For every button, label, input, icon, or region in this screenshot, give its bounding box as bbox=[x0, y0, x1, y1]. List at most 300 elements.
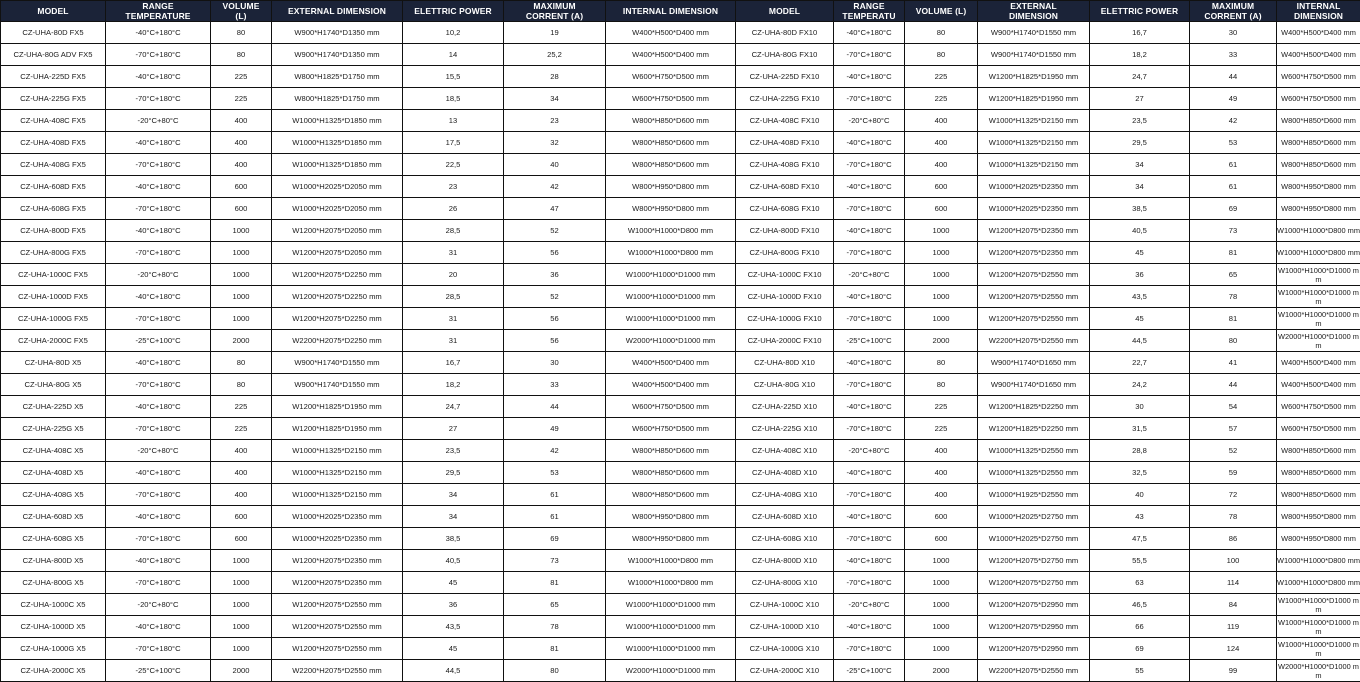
table-cell: -40°C+180°C bbox=[106, 132, 211, 154]
column-header-line: CORRENT (A) bbox=[1191, 11, 1275, 21]
table-cell: W1000*H1000*D1000 mm bbox=[1277, 616, 1360, 638]
table-cell: W900*H1740*D1350 mm bbox=[272, 22, 403, 44]
column-header bbox=[1, 1, 106, 22]
table-cell: CZ-UHA-800D X5 bbox=[1, 550, 106, 572]
table-cell: 22,7 bbox=[1090, 352, 1190, 374]
table-cell: 44 bbox=[1190, 66, 1277, 88]
column-header bbox=[905, 1, 978, 22]
table-cell: CZ-UHA-225D X5 bbox=[1, 396, 106, 418]
table-cell: CZ-UHA-80G X10 bbox=[736, 374, 834, 396]
table-cell: -40°C+180°C bbox=[106, 550, 211, 572]
table-cell: 600 bbox=[211, 198, 272, 220]
table-cell: -20°C+80°C bbox=[106, 440, 211, 462]
table-cell: W1200*H2075*D2750 mm bbox=[978, 550, 1090, 572]
table-cell: CZ-UHA-408C X10 bbox=[736, 440, 834, 462]
table-cell: W1200*H2075*D2550 mm bbox=[978, 286, 1090, 308]
table-cell: 23,5 bbox=[1090, 110, 1190, 132]
table-cell: 225 bbox=[211, 418, 272, 440]
table-cell: CZ-UHA-80G ADV FX5 bbox=[1, 44, 106, 66]
table-cell: 34 bbox=[403, 484, 504, 506]
table-cell: 600 bbox=[211, 506, 272, 528]
table-cell: 69 bbox=[1190, 198, 1277, 220]
table-cell: W400*H500*D400 mm bbox=[606, 374, 736, 396]
table-cell: W1200*H1825*D1950 mm bbox=[978, 66, 1090, 88]
column-header bbox=[1190, 1, 1277, 22]
table-cell: CZ-UHA-225G FX5 bbox=[1, 88, 106, 110]
table-row bbox=[1, 506, 1360, 528]
table-cell: 44,5 bbox=[403, 660, 504, 682]
table-cell: 23 bbox=[403, 176, 504, 198]
table-cell: W800*H850*D600 mm bbox=[606, 440, 736, 462]
table-cell: 53 bbox=[1190, 132, 1277, 154]
table-cell: CZ-UHA-225D X10 bbox=[736, 396, 834, 418]
table-cell: 81 bbox=[504, 572, 606, 594]
table-cell: 43,5 bbox=[1090, 286, 1190, 308]
table-cell: 400 bbox=[905, 484, 978, 506]
table-cell: W1000*H1325*D1850 mm bbox=[272, 110, 403, 132]
table-cell: -70°C+180°C bbox=[834, 44, 905, 66]
table-cell: -70°C+180°C bbox=[106, 528, 211, 550]
table-cell: W400*H500*D400 mm bbox=[1277, 374, 1360, 396]
table-cell: 55 bbox=[1090, 660, 1190, 682]
table-cell: -20°C+80°C bbox=[834, 440, 905, 462]
table-cell: -70°C+180°C bbox=[834, 154, 905, 176]
table-cell: W2000*H1000*D1000 mm bbox=[606, 330, 736, 352]
table-cell: W1000*H1000*D800 mm bbox=[1277, 572, 1360, 594]
column-header-line: INTERNAL DIMENSION bbox=[607, 6, 734, 16]
table-cell: 225 bbox=[905, 66, 978, 88]
table-row bbox=[1, 308, 1360, 330]
table-cell: 1000 bbox=[211, 220, 272, 242]
table-cell: CZ-UHA-608G FX5 bbox=[1, 198, 106, 220]
table-cell: -40°C+180°C bbox=[834, 462, 905, 484]
table-cell: W1200*H2075*D2750 mm bbox=[978, 572, 1090, 594]
table-cell: 32,5 bbox=[1090, 462, 1190, 484]
table-cell: -40°C+180°C bbox=[834, 396, 905, 418]
table-cell: 18,2 bbox=[1090, 44, 1190, 66]
table-cell: -70°C+180°C bbox=[834, 308, 905, 330]
table-cell: W600*H750*D500 mm bbox=[1277, 88, 1360, 110]
table-cell: -40°C+180°C bbox=[834, 286, 905, 308]
table-cell: 400 bbox=[211, 484, 272, 506]
table-cell: 49 bbox=[504, 418, 606, 440]
table-cell: 20 bbox=[403, 264, 504, 286]
table-cell: W400*H500*D400 mm bbox=[1277, 352, 1360, 374]
table-cell: W1200*H2075*D2250 mm bbox=[272, 308, 403, 330]
table-cell: 61 bbox=[504, 506, 606, 528]
table-cell: 73 bbox=[1190, 220, 1277, 242]
table-cell: W1200*H1825*D1950 mm bbox=[272, 396, 403, 418]
table-cell: 65 bbox=[1190, 264, 1277, 286]
table-cell: -40°C+180°C bbox=[834, 176, 905, 198]
table-cell: CZ-UHA-408G FX10 bbox=[736, 154, 834, 176]
table-cell: 46,5 bbox=[1090, 594, 1190, 616]
table-cell: -20°C+80°C bbox=[106, 264, 211, 286]
table-cell: CZ-UHA-800D FX10 bbox=[736, 220, 834, 242]
table-cell: 26 bbox=[403, 198, 504, 220]
column-header-line: RANGE bbox=[835, 1, 903, 11]
table-row bbox=[1, 396, 1360, 418]
table-cell: W800*H950*D800 mm bbox=[1277, 198, 1360, 220]
table-cell: 86 bbox=[1190, 528, 1277, 550]
table-cell: -40°C+180°C bbox=[834, 506, 905, 528]
table-cell: -40°C+180°C bbox=[834, 550, 905, 572]
table-cell: W1000*H1000*D800 mm bbox=[606, 220, 736, 242]
table-cell: W1000*H1325*D2150 mm bbox=[272, 462, 403, 484]
table-cell: W1200*H2075*D2350 mm bbox=[272, 550, 403, 572]
table-cell: CZ-UHA-608G FX10 bbox=[736, 198, 834, 220]
table-cell: 59 bbox=[1190, 462, 1277, 484]
table-cell: 81 bbox=[1190, 242, 1277, 264]
table-cell: 19 bbox=[504, 22, 606, 44]
table-cell: -70°C+180°C bbox=[106, 154, 211, 176]
table-cell: 44,5 bbox=[1090, 330, 1190, 352]
table-cell: 61 bbox=[1190, 154, 1277, 176]
table-cell: W1200*H2075*D2050 mm bbox=[272, 220, 403, 242]
table-cell: W600*H750*D500 mm bbox=[606, 66, 736, 88]
table-cell: CZ-UHA-800G FX5 bbox=[1, 242, 106, 264]
table-cell: 40,5 bbox=[403, 550, 504, 572]
table-cell: CZ-UHA-2000C FX10 bbox=[736, 330, 834, 352]
table-cell: -70°C+180°C bbox=[106, 44, 211, 66]
table-cell: CZ-UHA-608D X5 bbox=[1, 506, 106, 528]
table-cell: W1000*H1000*D800 mm bbox=[606, 572, 736, 594]
table-cell: W1000*H1000*D1000 mm bbox=[606, 308, 736, 330]
table-cell: W900*H1740*D1550 mm bbox=[978, 22, 1090, 44]
table-cell: 52 bbox=[504, 220, 606, 242]
table-row bbox=[1, 462, 1360, 484]
table-cell: CZ-UHA-1000C FX5 bbox=[1, 264, 106, 286]
table-cell: CZ-UHA-2000C X5 bbox=[1, 660, 106, 682]
table-cell: 41 bbox=[1190, 352, 1277, 374]
table-cell: -70°C+180°C bbox=[106, 308, 211, 330]
table-row bbox=[1, 220, 1360, 242]
table-cell: CZ-UHA-225D FX5 bbox=[1, 66, 106, 88]
table-cell: -70°C+180°C bbox=[106, 374, 211, 396]
table-cell: 43,5 bbox=[403, 616, 504, 638]
table-cell: 400 bbox=[211, 132, 272, 154]
table-body bbox=[1, 22, 1360, 682]
table-cell: CZ-UHA-80D FX5 bbox=[1, 22, 106, 44]
table-cell: W1000*H2025*D2350 mm bbox=[272, 506, 403, 528]
table-row bbox=[1, 286, 1360, 308]
table-cell: W800*H850*D600 mm bbox=[606, 484, 736, 506]
table-cell: 1000 bbox=[211, 638, 272, 660]
table-row bbox=[1, 352, 1360, 374]
table-cell: 27 bbox=[403, 418, 504, 440]
table-cell: 400 bbox=[905, 462, 978, 484]
table-cell: W1200*H2075*D2550 mm bbox=[978, 308, 1090, 330]
table-cell: -70°C+180°C bbox=[106, 484, 211, 506]
table-row bbox=[1, 660, 1360, 682]
table-cell: 65 bbox=[504, 594, 606, 616]
table-cell: CZ-UHA-1000D FX10 bbox=[736, 286, 834, 308]
column-header bbox=[272, 1, 403, 22]
table-cell: CZ-UHA-225G X5 bbox=[1, 418, 106, 440]
table-cell: CZ-UHA-408G X5 bbox=[1, 484, 106, 506]
table-cell: 28,5 bbox=[403, 286, 504, 308]
table-cell: -40°C+180°C bbox=[834, 132, 905, 154]
table-row bbox=[1, 484, 1360, 506]
table-cell: 55,5 bbox=[1090, 550, 1190, 572]
table-cell: 24,2 bbox=[1090, 374, 1190, 396]
table-cell: CZ-UHA-800G FX10 bbox=[736, 242, 834, 264]
table-row bbox=[1, 374, 1360, 396]
table-cell: -40°C+180°C bbox=[834, 66, 905, 88]
table-cell: W800*H850*D600 mm bbox=[606, 462, 736, 484]
table-cell: W1000*H1000*D1000 mm bbox=[1277, 638, 1360, 660]
table-cell: -70°C+180°C bbox=[834, 374, 905, 396]
table-cell: 16,7 bbox=[1090, 22, 1190, 44]
table-cell: W800*H850*D600 mm bbox=[606, 110, 736, 132]
table-cell: CZ-UHA-80D X10 bbox=[736, 352, 834, 374]
table-row bbox=[1, 132, 1360, 154]
table-cell: CZ-UHA-80D X5 bbox=[1, 352, 106, 374]
table-cell: CZ-UHA-225G FX10 bbox=[736, 88, 834, 110]
table-cell: CZ-UHA-800G X5 bbox=[1, 572, 106, 594]
table-cell: W1200*H2075*D2050 mm bbox=[272, 242, 403, 264]
table-row bbox=[1, 242, 1360, 264]
table-cell: 24,7 bbox=[1090, 66, 1190, 88]
table-cell: CZ-UHA-1000C X10 bbox=[736, 594, 834, 616]
table-row bbox=[1, 44, 1360, 66]
table-cell: 40 bbox=[504, 154, 606, 176]
column-header bbox=[106, 1, 211, 22]
table-cell: 42 bbox=[504, 176, 606, 198]
table-cell: 40 bbox=[1090, 484, 1190, 506]
table-cell: 47 bbox=[504, 198, 606, 220]
table-cell: 400 bbox=[905, 440, 978, 462]
table-cell: 14 bbox=[403, 44, 504, 66]
table-row bbox=[1, 264, 1360, 286]
table-cell: W1200*H1825*D2250 mm bbox=[978, 396, 1090, 418]
column-header bbox=[978, 1, 1090, 22]
table-cell: -70°C+180°C bbox=[834, 572, 905, 594]
table-cell: 600 bbox=[211, 528, 272, 550]
table-cell: 80 bbox=[504, 660, 606, 682]
table-cell: 30 bbox=[1090, 396, 1190, 418]
table-cell: CZ-UHA-1000C X5 bbox=[1, 594, 106, 616]
table-cell: 29,5 bbox=[1090, 132, 1190, 154]
table-cell: W800*H950*D800 mm bbox=[1277, 506, 1360, 528]
table-cell: 28 bbox=[504, 66, 606, 88]
table-cell: W600*H750*D500 mm bbox=[1277, 418, 1360, 440]
table-cell: 49 bbox=[1190, 88, 1277, 110]
table-cell: W600*H750*D500 mm bbox=[606, 88, 736, 110]
table-cell: 225 bbox=[905, 396, 978, 418]
table-cell: CZ-UHA-80G X5 bbox=[1, 374, 106, 396]
table-cell: CZ-UHA-408C FX5 bbox=[1, 110, 106, 132]
table-cell: 17,5 bbox=[403, 132, 504, 154]
table-cell: -70°C+180°C bbox=[106, 242, 211, 264]
table-cell: 33 bbox=[504, 374, 606, 396]
table-cell: CZ-UHA-408D FX10 bbox=[736, 132, 834, 154]
table-cell: 30 bbox=[1190, 22, 1277, 44]
table-cell: 45 bbox=[1090, 242, 1190, 264]
table-cell: W600*H750*D500 mm bbox=[1277, 66, 1360, 88]
table-cell: 16,7 bbox=[403, 352, 504, 374]
table-cell: W400*H500*D400 mm bbox=[606, 352, 736, 374]
table-cell: W1000*H1000*D1000 mm bbox=[606, 594, 736, 616]
table-cell: W1000*H1325*D2550 mm bbox=[978, 462, 1090, 484]
table-cell: 32 bbox=[504, 132, 606, 154]
table-cell: 54 bbox=[1190, 396, 1277, 418]
table-cell: W800*H850*D600 mm bbox=[1277, 440, 1360, 462]
table-cell: W1200*H2075*D2350 mm bbox=[272, 572, 403, 594]
table-cell: 42 bbox=[504, 440, 606, 462]
table-row bbox=[1, 110, 1360, 132]
table-cell: 57 bbox=[1190, 418, 1277, 440]
table-cell: -20°C+80°C bbox=[834, 110, 905, 132]
table-cell: CZ-UHA-1000G X10 bbox=[736, 638, 834, 660]
table-cell: CZ-UHA-1000G FX10 bbox=[736, 308, 834, 330]
table-cell: 400 bbox=[211, 440, 272, 462]
column-header-line: INTERNAL bbox=[1278, 1, 1359, 11]
table-cell: 47,5 bbox=[1090, 528, 1190, 550]
table-cell: CZ-UHA-1000D X10 bbox=[736, 616, 834, 638]
table-cell: CZ-UHA-408D FX5 bbox=[1, 132, 106, 154]
table-cell: -70°C+180°C bbox=[106, 638, 211, 660]
table-cell: 52 bbox=[504, 286, 606, 308]
column-header-line: MAXIMUM bbox=[505, 1, 604, 11]
table-cell: 69 bbox=[504, 528, 606, 550]
table-cell: CZ-UHA-608G X5 bbox=[1, 528, 106, 550]
table-cell: W1000*H2025*D2050 mm bbox=[272, 176, 403, 198]
table-cell: W900*H1740*D1350 mm bbox=[272, 44, 403, 66]
table-cell: CZ-UHA-800G X10 bbox=[736, 572, 834, 594]
table-cell: W800*H950*D800 mm bbox=[606, 528, 736, 550]
table-cell: CZ-UHA-2000C X10 bbox=[736, 660, 834, 682]
table-cell: W400*H500*D400 mm bbox=[1277, 44, 1360, 66]
table-cell: 28,5 bbox=[403, 220, 504, 242]
table-cell: W1000*H1325*D1850 mm bbox=[272, 154, 403, 176]
table-cell: -70°C+180°C bbox=[106, 418, 211, 440]
column-header-line: CORRENT (A) bbox=[505, 11, 604, 21]
table-cell: W1200*H2075*D2950 mm bbox=[978, 616, 1090, 638]
table-cell: -40°C+180°C bbox=[106, 462, 211, 484]
table-cell: W1000*H1000*D800 mm bbox=[1277, 220, 1360, 242]
table-cell: CZ-UHA-1000C FX10 bbox=[736, 264, 834, 286]
table-cell: -70°C+180°C bbox=[834, 528, 905, 550]
column-header-line: ELETTRIC POWER bbox=[404, 6, 502, 16]
table-cell: 56 bbox=[504, 330, 606, 352]
table-cell: W1200*H1825*D2250 mm bbox=[978, 418, 1090, 440]
table-cell: W1000*H1325*D2550 mm bbox=[978, 440, 1090, 462]
table-cell: W1000*H1000*D1000 mm bbox=[1277, 594, 1360, 616]
table-cell: 1000 bbox=[211, 550, 272, 572]
table-cell: W900*H1740*D1650 mm bbox=[978, 374, 1090, 396]
table-cell: CZ-UHA-2000C FX5 bbox=[1, 330, 106, 352]
column-header-line: MODEL bbox=[2, 6, 104, 16]
table-cell: W1000*H1325*D2150 mm bbox=[272, 484, 403, 506]
table-cell: 1000 bbox=[211, 594, 272, 616]
table-cell: W1000*H1000*D800 mm bbox=[1277, 242, 1360, 264]
table-cell: 44 bbox=[504, 396, 606, 418]
table-cell: W2200*H2075*D2550 mm bbox=[272, 660, 403, 682]
table-cell: 23,5 bbox=[403, 440, 504, 462]
table-cell: 42 bbox=[1190, 110, 1277, 132]
table-cell: 1000 bbox=[211, 286, 272, 308]
table-cell: W600*H750*D500 mm bbox=[1277, 396, 1360, 418]
table-cell: CZ-UHA-1000D FX5 bbox=[1, 286, 106, 308]
table-cell: CZ-UHA-800D FX5 bbox=[1, 220, 106, 242]
table-cell: W1200*H2075*D2350 mm bbox=[978, 220, 1090, 242]
table-cell: W1000*H1000*D800 mm bbox=[1277, 550, 1360, 572]
table-cell: W2000*H1000*D1000 mm bbox=[606, 660, 736, 682]
table-cell: W1000*H2025*D2750 mm bbox=[978, 528, 1090, 550]
table-cell: W800*H1825*D1750 mm bbox=[272, 88, 403, 110]
column-header-line: DIMENSION bbox=[979, 11, 1088, 21]
table-cell: 225 bbox=[211, 396, 272, 418]
column-header bbox=[1277, 1, 1360, 22]
table-cell: 27 bbox=[1090, 88, 1190, 110]
table-cell: CZ-UHA-408C FX10 bbox=[736, 110, 834, 132]
table-row bbox=[1, 22, 1360, 44]
column-header-line: VOLUME bbox=[212, 1, 270, 11]
table-cell: W2200*H2075*D2550 mm bbox=[978, 330, 1090, 352]
table-cell: W1200*H2075*D2250 mm bbox=[272, 264, 403, 286]
table-cell: 28,8 bbox=[1090, 440, 1190, 462]
table-cell: 1000 bbox=[905, 638, 978, 660]
table-cell: 400 bbox=[905, 132, 978, 154]
table-cell: W2000*H1000*D1000 mm bbox=[1277, 330, 1360, 352]
table-cell: 36 bbox=[504, 264, 606, 286]
table-cell: W1000*H2025*D2350 mm bbox=[272, 528, 403, 550]
table-cell: 73 bbox=[504, 550, 606, 572]
table-row bbox=[1, 154, 1360, 176]
column-header-line: VOLUME (L) bbox=[906, 6, 976, 16]
table-cell: W800*H950*D800 mm bbox=[1277, 176, 1360, 198]
table-cell: W1200*H2075*D2250 mm bbox=[272, 286, 403, 308]
table-cell: W1200*H1825*D1950 mm bbox=[272, 418, 403, 440]
table-row bbox=[1, 638, 1360, 660]
table-row bbox=[1, 418, 1360, 440]
table-cell: 78 bbox=[1190, 286, 1277, 308]
table-cell: W1000*H1000*D800 mm bbox=[606, 550, 736, 572]
table-cell: -70°C+180°C bbox=[834, 484, 905, 506]
table-cell: CZ-UHA-608D FX5 bbox=[1, 176, 106, 198]
table-cell: -20°C+80°C bbox=[106, 594, 211, 616]
table-cell: -40°C+180°C bbox=[834, 22, 905, 44]
table-cell: W2200*H2075*D2250 mm bbox=[272, 330, 403, 352]
table-cell: CZ-UHA-408G FX5 bbox=[1, 154, 106, 176]
table-cell: 45 bbox=[1090, 308, 1190, 330]
table-cell: -20°C+80°C bbox=[834, 264, 905, 286]
table-cell: CZ-UHA-800D X10 bbox=[736, 550, 834, 572]
table-cell: 225 bbox=[905, 418, 978, 440]
table-cell: 80 bbox=[1190, 330, 1277, 352]
table-cell: 31 bbox=[403, 242, 504, 264]
table-cell: 34 bbox=[504, 88, 606, 110]
table-cell: 2000 bbox=[211, 660, 272, 682]
table-cell: W1000*H1325*D1850 mm bbox=[272, 132, 403, 154]
column-header-line: EXTERNAL DIMENSION bbox=[273, 6, 401, 16]
table-cell: -25°C+100°C bbox=[106, 660, 211, 682]
table-cell: 1000 bbox=[905, 308, 978, 330]
table-cell: 24,7 bbox=[403, 396, 504, 418]
table-cell: 38,5 bbox=[403, 528, 504, 550]
table-cell: 31,5 bbox=[1090, 418, 1190, 440]
table-cell: W1000*H1000*D1000 mm bbox=[1277, 264, 1360, 286]
table-cell: 63 bbox=[1090, 572, 1190, 594]
table-cell: 18,2 bbox=[403, 374, 504, 396]
table-cell: W800*H1825*D1750 mm bbox=[272, 66, 403, 88]
column-header-line: MODEL bbox=[737, 6, 832, 16]
table-cell: 80 bbox=[211, 352, 272, 374]
column-header-line: MAXIMUM bbox=[1191, 1, 1275, 11]
table-cell: -70°C+180°C bbox=[106, 88, 211, 110]
table-cell: -25°C+100°C bbox=[106, 330, 211, 352]
